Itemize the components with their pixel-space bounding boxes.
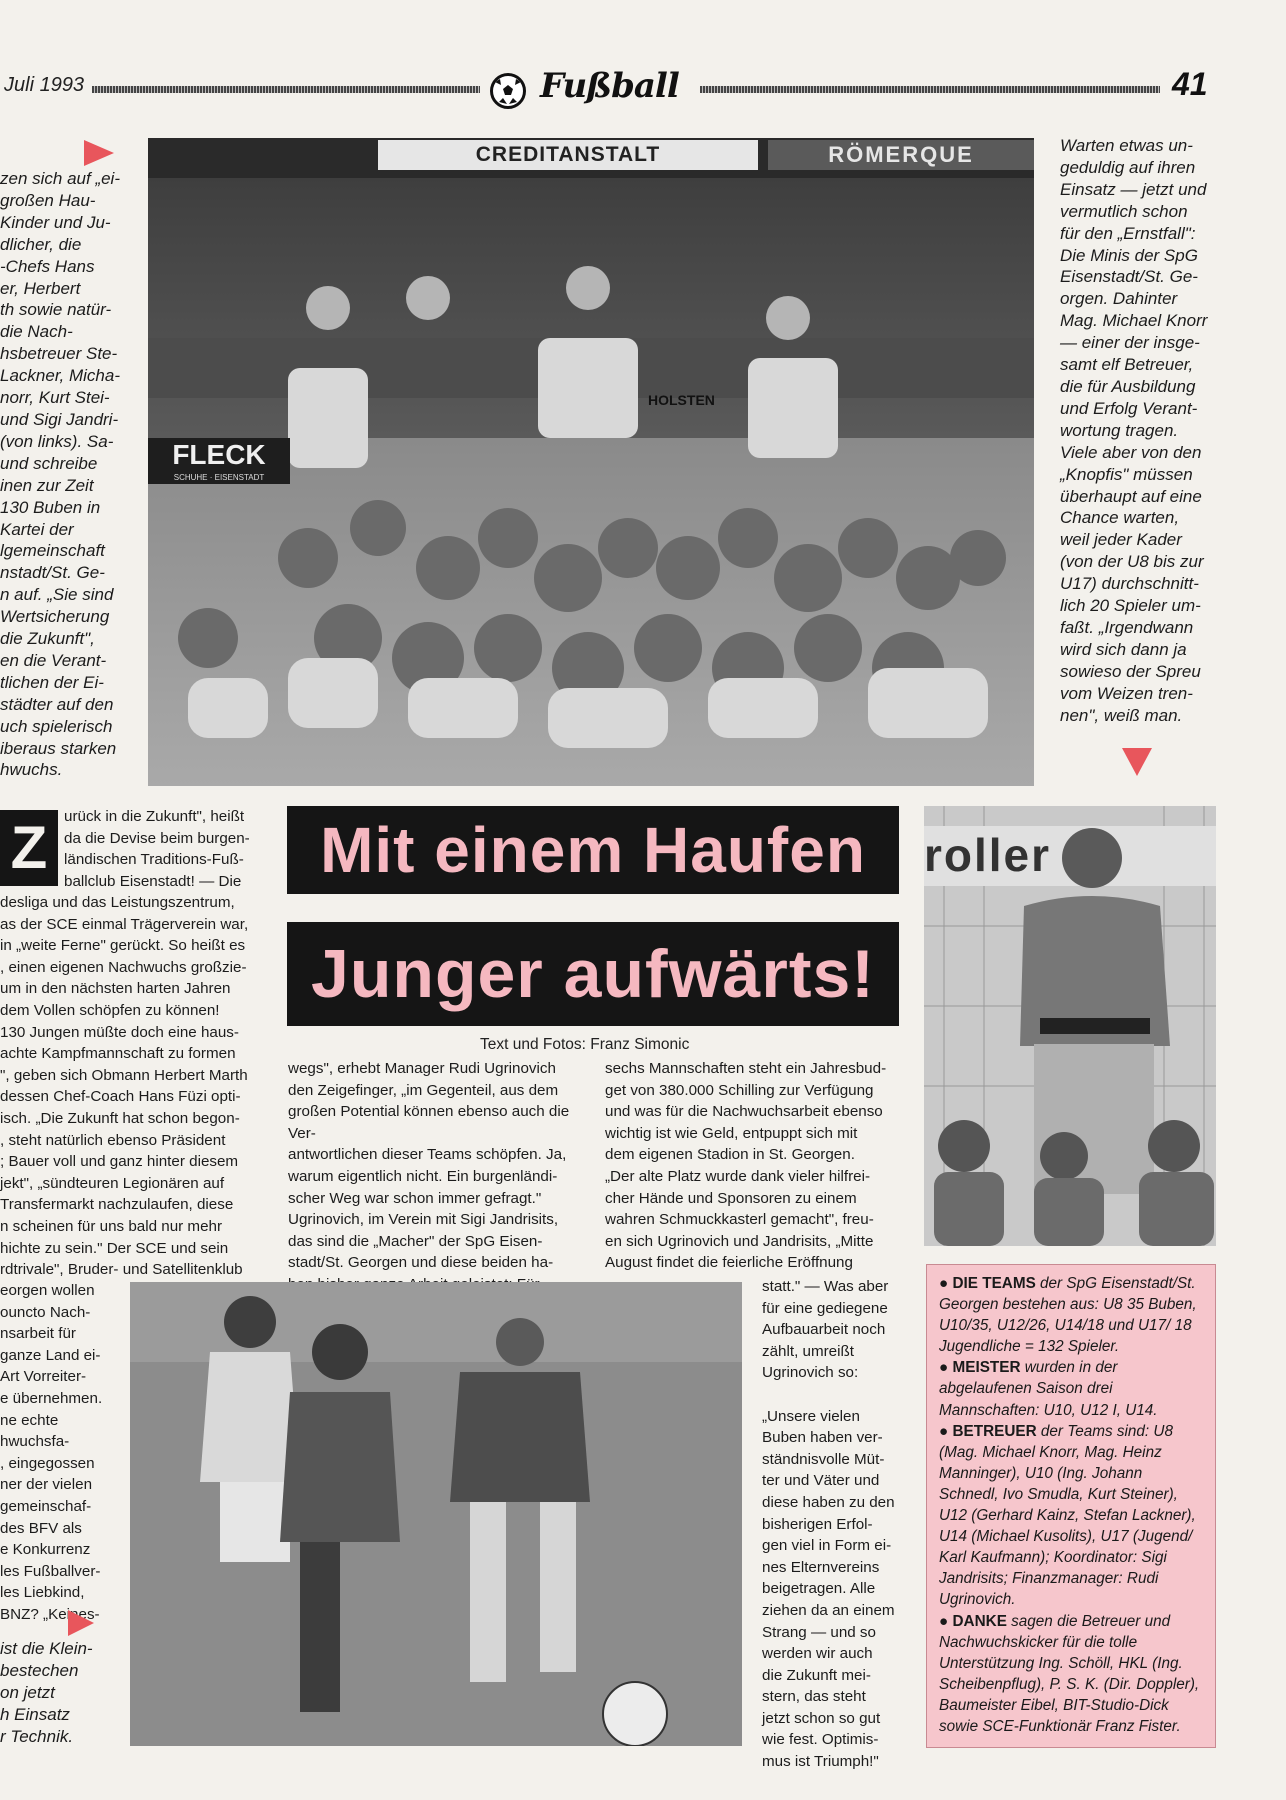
headline-line2: Junger aufwärts!: [287, 922, 899, 1026]
info-teams-head: DIE TEAMS: [952, 1275, 1036, 1292]
info-danke-text: sagen die Betreuer und Nachwuchskicker für die tolle Unterstützung Ing. Schöll, HKL (Ing. Scheibenpflug), P. S. K. (Dir. Doppler), Baumeister Eibel, BIT-Studio-Dick sowie SCE-Funktionär Franz Fister.: [939, 1612, 1200, 1735]
info-danke-head: DANKE: [952, 1612, 1007, 1630]
arrow-down-icon: [1122, 748, 1152, 776]
header-rule-left: [92, 86, 480, 93]
info-betreuer-head: BETREUER: [952, 1422, 1037, 1440]
banner-fleck-sub: SCHUHE · EISENSTADT: [148, 472, 290, 484]
section-title: Fußball: [540, 66, 679, 106]
banner-creditanstalt: CREDITANSTALT: [378, 140, 758, 170]
info-box: [926, 1264, 1216, 1748]
body-col3: sechs Mannschaften steht ein Jahresbud- get von 380.000 Schilling zur Verfügung und was für die Nachwuchsarbeit ebenso wichtig ist wie Geld, entpuppt sich mit dem eigenen Stadion in St. Georgen. „Der alte Platz wurde dank vieler hilfrei- cher Hände und Sponsoren zu einem wahren Schmuckkasterl gemacht", freu- en sich Ugrinovich und Jandrisits, „Mitte August findet die feierliche Eröffnung: [605, 1060, 887, 1272]
match-photo: [130, 1282, 742, 1746]
dropcap: Z: [0, 810, 58, 886]
portrait-banner: roller: [924, 829, 1052, 881]
soccer-ball-icon: [490, 73, 526, 109]
left-photo-caption: zen sich auf „ei- großen Hau- Kinder und Ju- dlicher, die -Chefs Hans er, Herbert th sowie natür- die Nach- hsbetreuer Ste- Lackner, Micha- norr, Kurt Stei- und Sigi Jandri- (von links). Sa- und schreibe inen zur Zeit 130 Buben in Kartei der lgemeinschaft nstadt/St. Ge- n auf. „Sie sind Wertsicherung die Zukunft", en die Verant- tlichen der Ei- städter auf den uch spielerisch iberaus starken hwuchs.: [0, 169, 120, 780]
manager-photo: [924, 806, 1216, 1246]
right-photo-caption: Warten etwas un- geduldig auf ihren Einsatz — jetzt und vermutlich schon für den „Ernstfall": Die Minis der SpG Eisenstadt/St. Ge- orgen. Dahinter Mag. Michael Knorr — einer der insge- samt elf Betreuer, die für Ausbildung und Erfolg Verant- wortung tragen. Viele aber von den „Knopfis" müssen überhaupt auf eine Chance warten, weil jeder Kader (von der U8 bis zur U17) durchschnitt- lich 20 Spieler um- faßt. „Irgendwann wird sich dann ja sowieso der Spreu vom Weizen tren- nen", weiß man.: [1060, 136, 1208, 725]
page-number: 41: [1172, 66, 1208, 102]
info-danke: ● DANKE sagen die Betreuer und Nachwuchskicker für die tolle Unterstützung Ing. Schöll, HKL (Ing. Scheibenpflug), P. S. K. (Dir. Doppler), Baumeister Eibel, BIT-Studio-Dick sowie SCE-Funktionär Franz Fister.: [939, 1612, 1200, 1735]
info-meister-text: wurden in der abgelaufenen Saison drei Mannschaften: U10, U12 I, U14.: [939, 1359, 1158, 1419]
banner-roemerquelle: RÖMERQUE: [768, 140, 1034, 170]
info-meister: ● MEISTER wurden in der abgelaufenen Saison drei Mannschaften: U10, U12 I, U14.: [939, 1359, 1158, 1419]
info-betreuer: ● BETREUER der Teams sind: U8 (Mag. Michael Knorr, Mag. Heinz Manninger), U10 (Ing. Johann Schnedl, Ivo Smudla, Kurt Steiner), U12 (Gerhard Kainz, Stefan Lackner), U14 (Michael Kusolits), U17 (Jugend/ Karl Kaufmann); Koordinator: Sigi Jandrisits; Finanzmanager: Rudi Ugrinovich.: [939, 1422, 1196, 1609]
body-col1-bottom: eorgen wollen ouncto Nach- nsarbeit für ganze Land ei- Art Vorreiter- e übernehmen. ne echte hwuchsfa- , eingegossen ner der vielen gemeinschaf- des BFV als e Konkurrenz les Fußballver- les Liebkind, BNZ? „Keines-: [0, 1282, 103, 1623]
arrow-right-icon: [84, 140, 114, 166]
headline-line1: Mit einem Haufen: [287, 806, 899, 894]
team-photo: [148, 138, 1034, 786]
body-col1: desliga und das Leistungszentrum, as der SCE einmal Trägerverein war, in „weite Ferne" gerückt. So heißt es , einen eigenen Nachwuchs großzie- um in den nächsten harten Jahren dem Vollen schöpfen zu können! 130 Jungen müßte doch eine haus- achte Kampfmannschaft zu formen ", geben sich Obmann Herbert Marth dessen Chef-Coach Hans Füzi opti- isch. „Die Zukunft hat schon begon- , steht natürlich ebenso Präsident ; Bauer voll und ganz hinter diesem jekt", „sündteuren Legionären auf Transfermarkt nachzulaufen, diese n scheinen für uns bald nur mehr hichte zu sein." Der SCE und sein rdtrivale", Bruder- und Satellitenklub: [0, 894, 249, 1279]
body-col3-narrow: statt." — Was aber für eine gediegene Aufbauarbeit noch zählt, umreißt Ugrinovich so: „Unsere vielen Buben haben ver- ständnisvolle Müt- ter und Väter und diese haben zu den bisherigen Erfol- gen viel in Form ei- nes Elternvereins beigetragen. Alle ziehen da an einem Strang — und so werden wir auch die Zukunft mei- stern, das steht jetzt schon so gut wie fest. Optimis- mus ist Triumph!": [762, 1278, 895, 1771]
body-col1-top: urück in die Zukunft", heißt da die Devise beim burgen- ländischen Traditions-Fuß- ballclub Eisenstadt! — Die: [64, 808, 250, 890]
body-col2: wegs", erhebt Manager Rudi Ugrinovich den Zeigefinger, „im Gegenteil, aus dem großen Potential können ebenso auch die Ver- antwortlichen dieser Teams schöpfen. Ja, warum eigentlich nicht. Ein burgenländi- scher Weg war schon immer gefragt." Ugrinovich, im Verein mit Sigi Jandrisits, das sind die „Macher" der SpG Eisen- stadt/St. Georgen und diese beiden ha-: [288, 1060, 570, 1272]
header-rule-right: [700, 86, 1160, 93]
body-col1-end: ist die Klein- bestechen on jetzt h Einsatz r Technik.: [0, 1639, 93, 1746]
shirt-logo: HOLSTEN: [648, 392, 715, 408]
banner-fleck: FLECK: [148, 438, 290, 472]
byline: Text und Fotos: Franz Simonic: [480, 1036, 690, 1053]
info-teams-text: der SpG Eisenstadt/St. Georgen bestehen aus: U8 35 Buben, U10/35, U12/26, U14/18 und U17/ 18 Jugendliche = 132 Spieler.: [939, 1275, 1197, 1356]
info-meister-head: MEISTER: [952, 1359, 1021, 1377]
header-date: Juli 1993: [4, 74, 85, 96]
info-teams: ● DIE TEAMS der SpG Eisenstadt/St. Georgen bestehen aus: U8 35 Buben, U10/35, U12/26, U14/18 und U17/ 18 Jugendliche = 132 Spieler.: [939, 1275, 1197, 1356]
info-betreuer-text: der Teams sind: U8 (Mag. Michael Knorr, Mag. Heinz Manninger), U10 (Ing. Johann Schnedl, Ivo Smudla, Kurt Steiner), U12 (Gerhard Kainz, Stefan Lackner), U14 (Michael Kusolits), U17 (Jugend/ Karl Kaufmann); Koordinator: Sigi Jandrisits; Finanzmanager: Rudi Ugrinovich.: [939, 1422, 1196, 1609]
arrow-right-icon-2: [68, 1610, 94, 1636]
